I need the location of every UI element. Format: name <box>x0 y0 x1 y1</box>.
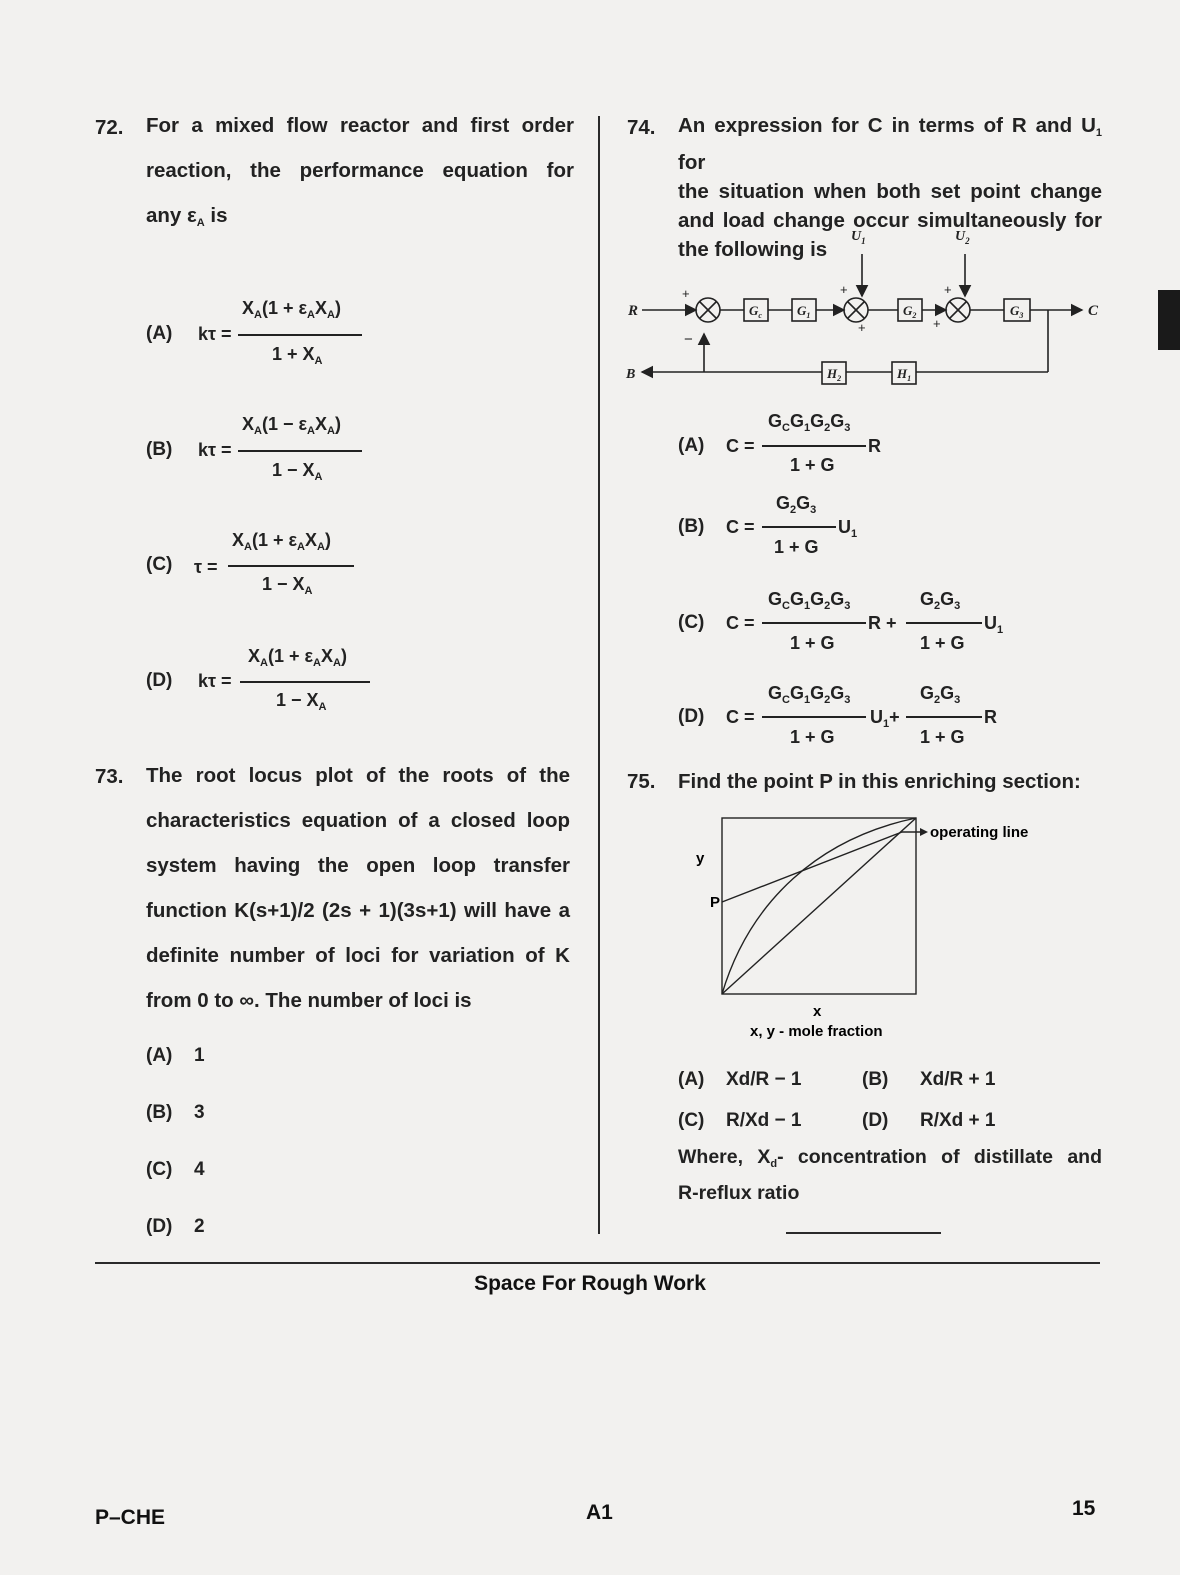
fraction-bar <box>762 526 836 528</box>
option-label: (A) <box>146 323 173 344</box>
option-label: (C) <box>678 1110 705 1131</box>
equation-lhs: kτ = <box>198 324 232 344</box>
option-label: (C) <box>146 554 173 575</box>
equation-lhs: C = <box>726 436 755 456</box>
equation-tail: R <box>984 707 997 727</box>
question-number: 72. <box>95 116 124 139</box>
option-value: R/Xd − 1 <box>726 1110 802 1131</box>
option-label: (B) <box>862 1069 889 1090</box>
option-label: (C) <box>678 612 705 633</box>
label-r: R <box>628 303 639 319</box>
equation-lhs: kτ = <box>198 440 232 460</box>
equation-lhs: kτ = <box>198 671 232 691</box>
equation-tail: $U_1$ <box>838 517 858 540</box>
question-note: Where, $X_d-$ concentration of distillate and R-reflux ratio <box>678 1146 1103 1204</box>
equation-mid: R + <box>868 613 897 633</box>
fraction-bar <box>906 622 982 624</box>
sign-minus: − <box>684 331 693 348</box>
fraction-numerator: $X_A(1 + \varepsilon_AX_A)$ <box>242 298 341 321</box>
option-label: (D) <box>678 706 705 727</box>
fraction-denominator: $1 - X_A$ <box>272 460 323 483</box>
option-label: (B) <box>146 439 173 460</box>
option-value: 2 <box>194 1216 205 1237</box>
label-u2: $U_2$ <box>955 229 970 246</box>
footer-paper-code: P–CHE <box>95 1506 166 1529</box>
fraction-denominator: $1 + X_A$ <box>272 344 323 367</box>
rough-work-divider <box>95 1262 1100 1264</box>
equation-lhs: C = <box>726 517 755 537</box>
question-text-line: reaction, the performance equation for <box>146 159 574 182</box>
fraction-numerator: $X_A(1 + \varepsilon_AX_A)$ <box>232 530 331 553</box>
fraction-bar <box>240 681 370 683</box>
question-text-line: For a mixed flow reactor and first order <box>146 114 574 137</box>
question-text-line: The root locus plot of the roots of the <box>146 764 570 787</box>
sign-plus: + <box>682 286 690 301</box>
question-number: 74. <box>627 116 656 139</box>
fraction-denominator: 1 + G <box>920 633 965 653</box>
label-gc: $G_c$ <box>749 303 762 320</box>
fraction-denominator: $1 - X_A$ <box>276 690 327 713</box>
fraction-denominator: $1 - X_A$ <box>262 574 313 597</box>
option-value: 3 <box>194 1102 205 1123</box>
option-label: (B) <box>146 1102 173 1123</box>
label-h1: $H_1$ <box>897 366 912 383</box>
fraction-bar <box>906 716 982 718</box>
equation-lhs: τ = <box>194 557 218 577</box>
question-text: Find the point P in this enriching section: <box>678 770 1081 793</box>
question-text-line: from 0 to ∞. The number of loci is <box>146 989 472 1012</box>
label-g1: $G_1$ <box>797 303 811 320</box>
fraction-numerator: $G_CG_1G_2G_3$ <box>768 411 851 434</box>
label-h2: $H_2$ <box>827 366 842 383</box>
column-divider <box>598 116 600 1234</box>
equation-mid: $U_1+$ <box>870 707 900 730</box>
question-text-line: An expression for C in terms of R and $U_1$ for <box>678 114 1102 174</box>
fraction-bar <box>228 565 354 567</box>
operating-line <box>722 832 902 902</box>
fraction-bar <box>238 334 362 336</box>
fraction-numerator: $X_A(1 - \varepsilon_AX_A)$ <box>242 414 341 437</box>
option-value: 4 <box>194 1159 205 1180</box>
equation-lhs: C = <box>726 613 755 633</box>
fraction-denominator: 1 + G <box>790 727 835 747</box>
fraction-denominator: 1 + G <box>774 537 819 557</box>
equation-lhs: C = <box>726 707 755 727</box>
fraction-denominator: 1 + G <box>790 455 835 475</box>
arrow-head <box>920 828 928 836</box>
fraction-bar <box>762 622 866 624</box>
fraction-bar <box>762 716 866 718</box>
sign-plus: + <box>944 282 952 297</box>
diagonal-line <box>722 818 916 994</box>
option-value: 1 <box>194 1045 205 1066</box>
option-value: Xd/R + 1 <box>920 1069 996 1090</box>
fraction-numerator: $G_2G_3$ <box>920 589 961 612</box>
x-axis-label: x <box>813 1003 822 1020</box>
question-text-line: function K(s+1)/2 (2s + 1)(3s+1) will have a <box>146 899 570 922</box>
point-p-label: P <box>710 894 721 911</box>
label-c: C <box>1088 303 1099 319</box>
fraction-numerator: $G_CG_1G_2G_3$ <box>768 589 851 612</box>
fraction-denominator: 1 + G <box>920 727 965 747</box>
mccabe-thiele-graph <box>680 800 1100 1050</box>
option-label: (D) <box>146 1216 173 1237</box>
sign-plus: + <box>858 320 866 335</box>
question-text-line: and load change occur simultaneously for <box>678 209 1102 232</box>
label-b: B <box>626 367 636 382</box>
option-label: (D) <box>862 1110 889 1131</box>
question-number: 73. <box>95 765 124 788</box>
sign-plus: + <box>840 282 848 297</box>
option-label: (D) <box>146 670 173 691</box>
fraction-numerator: $G_2G_3$ <box>776 493 817 516</box>
option-label: (C) <box>146 1159 173 1180</box>
operating-line-label: operating line <box>930 824 1029 841</box>
label-g2: $G_2$ <box>903 303 917 320</box>
equation-tail: $U_1$ <box>984 613 1004 636</box>
equation-tail: R <box>868 436 881 456</box>
question-number: 75. <box>627 770 656 793</box>
question-text-line: characteristics equation of a closed loop <box>146 809 570 832</box>
label-g3: $G_3$ <box>1010 303 1024 320</box>
fraction-numerator: $G_CG_1G_2G_3$ <box>768 683 851 706</box>
fraction-bar <box>238 450 362 452</box>
fraction-bar <box>762 445 866 447</box>
option-label: (A) <box>678 1069 705 1090</box>
fraction-numerator: $X_A(1 + \varepsilon_AX_A)$ <box>248 646 347 669</box>
question-text-line: the situation when both set point change <box>678 180 1102 203</box>
option-value: Xd/R − 1 <box>726 1069 802 1090</box>
question-text-line: system having the open loop transfer <box>146 854 570 877</box>
question-text-line: definite number of loci for variation of K <box>146 944 570 967</box>
option-value: R/Xd + 1 <box>920 1110 996 1131</box>
rough-work-heading: Space For Rough Work <box>474 1272 706 1295</box>
option-label: (A) <box>146 1045 173 1066</box>
label-u1: $U_1$ <box>851 229 866 246</box>
option-label: (A) <box>678 435 705 456</box>
fraction-numerator: $G_2G_3$ <box>920 683 961 706</box>
block-diagram <box>620 222 1110 397</box>
y-axis-label: y <box>696 850 705 867</box>
footer-booklet-series: A1 <box>586 1501 613 1524</box>
page-edge-tab <box>1158 290 1180 350</box>
question-text-line: the following is <box>678 238 828 261</box>
fraction-denominator: 1 + G <box>790 633 835 653</box>
option-label: (B) <box>678 516 705 537</box>
question-text-line: any $\varepsilon_A$ is <box>146 204 228 229</box>
axis-caption: x, y - mole fraction <box>750 1023 883 1040</box>
end-of-section-line <box>786 1232 941 1234</box>
footer-page-number: 15 <box>1072 1497 1096 1520</box>
sign-plus: + <box>933 316 941 331</box>
